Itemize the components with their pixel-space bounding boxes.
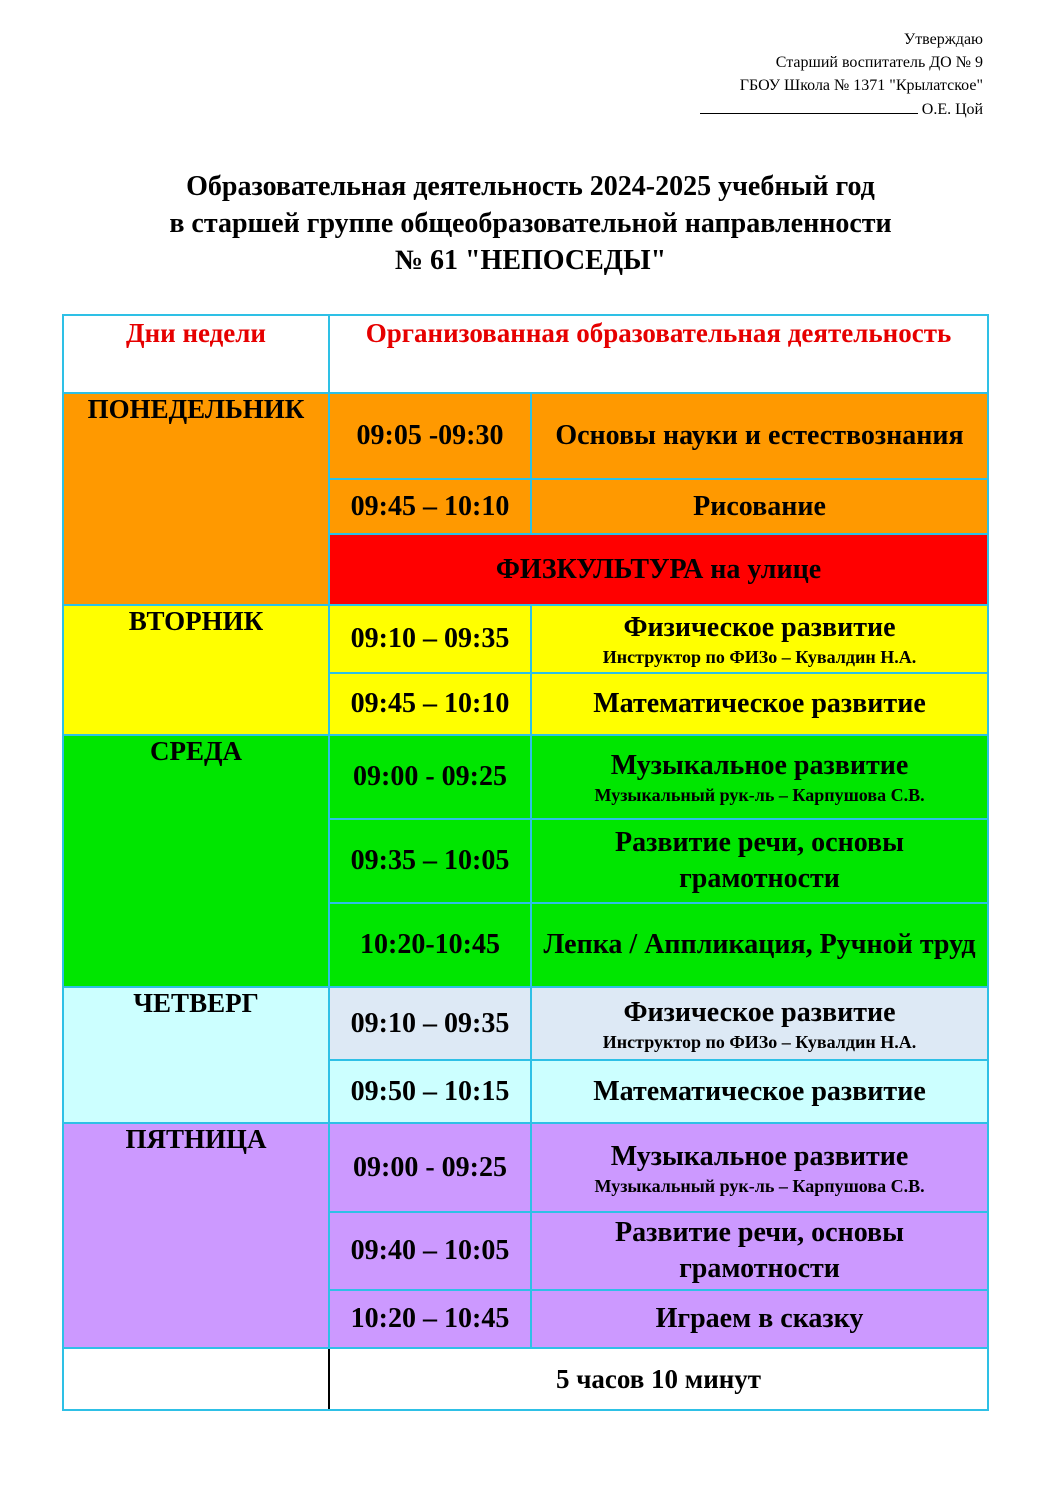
time-cell: 09:45 – 10:10 bbox=[329, 479, 531, 534]
approval-heading: Утверждаю bbox=[903, 31, 983, 48]
table-row bbox=[63, 605, 988, 673]
time-cell: 09:10 – 09:35 bbox=[329, 987, 531, 1060]
activity-note: Инструктор по ФИЗо – Кувалдин Н.А. bbox=[602, 1031, 917, 1052]
day-wednesday: СРЕДА bbox=[63, 735, 329, 987]
table-row bbox=[63, 1123, 988, 1212]
schedule-table bbox=[62, 314, 989, 1411]
approval-signature bbox=[700, 97, 983, 121]
activity-cell bbox=[531, 605, 988, 673]
activity-cell: Математическое развитие bbox=[531, 673, 988, 735]
activity-title: Физическое развитие bbox=[623, 996, 896, 1028]
title-line-3: № 61 "НЕПОСЕДЫ" bbox=[394, 245, 667, 276]
title-line-1: Образовательная деятельность 2024-2025 учебный год bbox=[186, 171, 875, 202]
table-row bbox=[63, 735, 988, 819]
total-row bbox=[63, 1348, 988, 1410]
activity-cell: Развитие речи, основы грамотности bbox=[531, 1212, 988, 1290]
time-cell: 09:05 -09:30 bbox=[329, 393, 531, 479]
activity-cell bbox=[531, 1123, 988, 1212]
approval-position: Старший воспитатель ДО № 9 bbox=[775, 54, 983, 71]
activity-cell bbox=[531, 987, 988, 1060]
activity-note: Инструктор по ФИЗо – Кувалдин Н.А. bbox=[602, 647, 917, 667]
time-cell: 09:35 – 10:05 bbox=[329, 819, 531, 903]
activity-cell: Рисование bbox=[531, 479, 988, 534]
time-cell: 09:00 - 09:25 bbox=[329, 735, 531, 819]
page-title bbox=[0, 168, 1061, 279]
table-row bbox=[63, 987, 988, 1060]
activity-cell: Основы науки и естествознания bbox=[531, 393, 988, 479]
time-cell: 09:00 - 09:25 bbox=[329, 1123, 531, 1212]
time-cell: 09:40 – 10:05 bbox=[329, 1212, 531, 1290]
time-cell: 10:20-10:45 bbox=[329, 903, 531, 987]
table-row bbox=[63, 393, 988, 479]
total-duration: 5 часов 10 минут bbox=[329, 1348, 988, 1410]
header-row bbox=[63, 315, 988, 393]
activity-cell: Математическое развитие bbox=[531, 1060, 988, 1123]
activity-note: Музыкальный рук-ль – Карпушова С.В. bbox=[594, 785, 925, 805]
header-days: Дни недели bbox=[63, 315, 329, 393]
day-tuesday: ВТОРНИК bbox=[63, 605, 329, 735]
time-cell: 09:45 – 10:10 bbox=[329, 673, 531, 735]
header-activity: Организованная образовательная деятельность bbox=[329, 315, 988, 393]
signature-line bbox=[700, 97, 918, 114]
total-empty-cell bbox=[63, 1348, 329, 1410]
activity-cell: Лепка / Аппликация, Ручной труд bbox=[531, 903, 988, 987]
activity-cell: Развитие речи, основы грамотности bbox=[531, 819, 988, 903]
activity-cell bbox=[531, 735, 988, 819]
activity-title: Музыкальное развитие bbox=[610, 1140, 909, 1172]
activity-cell: Играем в сказку bbox=[531, 1290, 988, 1348]
time-cell: 09:10 – 09:35 bbox=[329, 605, 531, 673]
activity-pe-outdoor: ФИЗКУЛЬТУРА на улице bbox=[329, 534, 988, 605]
approval-school: ГБОУ Школа № 1371 "Крылатское" bbox=[739, 77, 983, 94]
activity-note: Музыкальный рук-ль – Карпушова С.В. bbox=[594, 1175, 925, 1196]
activity-title: Физическое развитие bbox=[623, 612, 896, 643]
time-cell: 09:50 – 10:15 bbox=[329, 1060, 531, 1123]
approval-block bbox=[700, 28, 983, 121]
day-friday: ПЯТНИЦА bbox=[63, 1123, 329, 1348]
title-line-2: в старшей группе общеобразовательной направленности bbox=[169, 208, 892, 239]
day-thursday: ЧЕТВЕРГ bbox=[63, 987, 329, 1123]
time-cell: 10:20 – 10:45 bbox=[329, 1290, 531, 1348]
activity-title: Музыкальное развитие bbox=[610, 750, 909, 781]
approval-signer: О.Е. Цой bbox=[921, 101, 983, 118]
day-monday: ПОНЕДЕЛЬНИК bbox=[63, 393, 329, 605]
